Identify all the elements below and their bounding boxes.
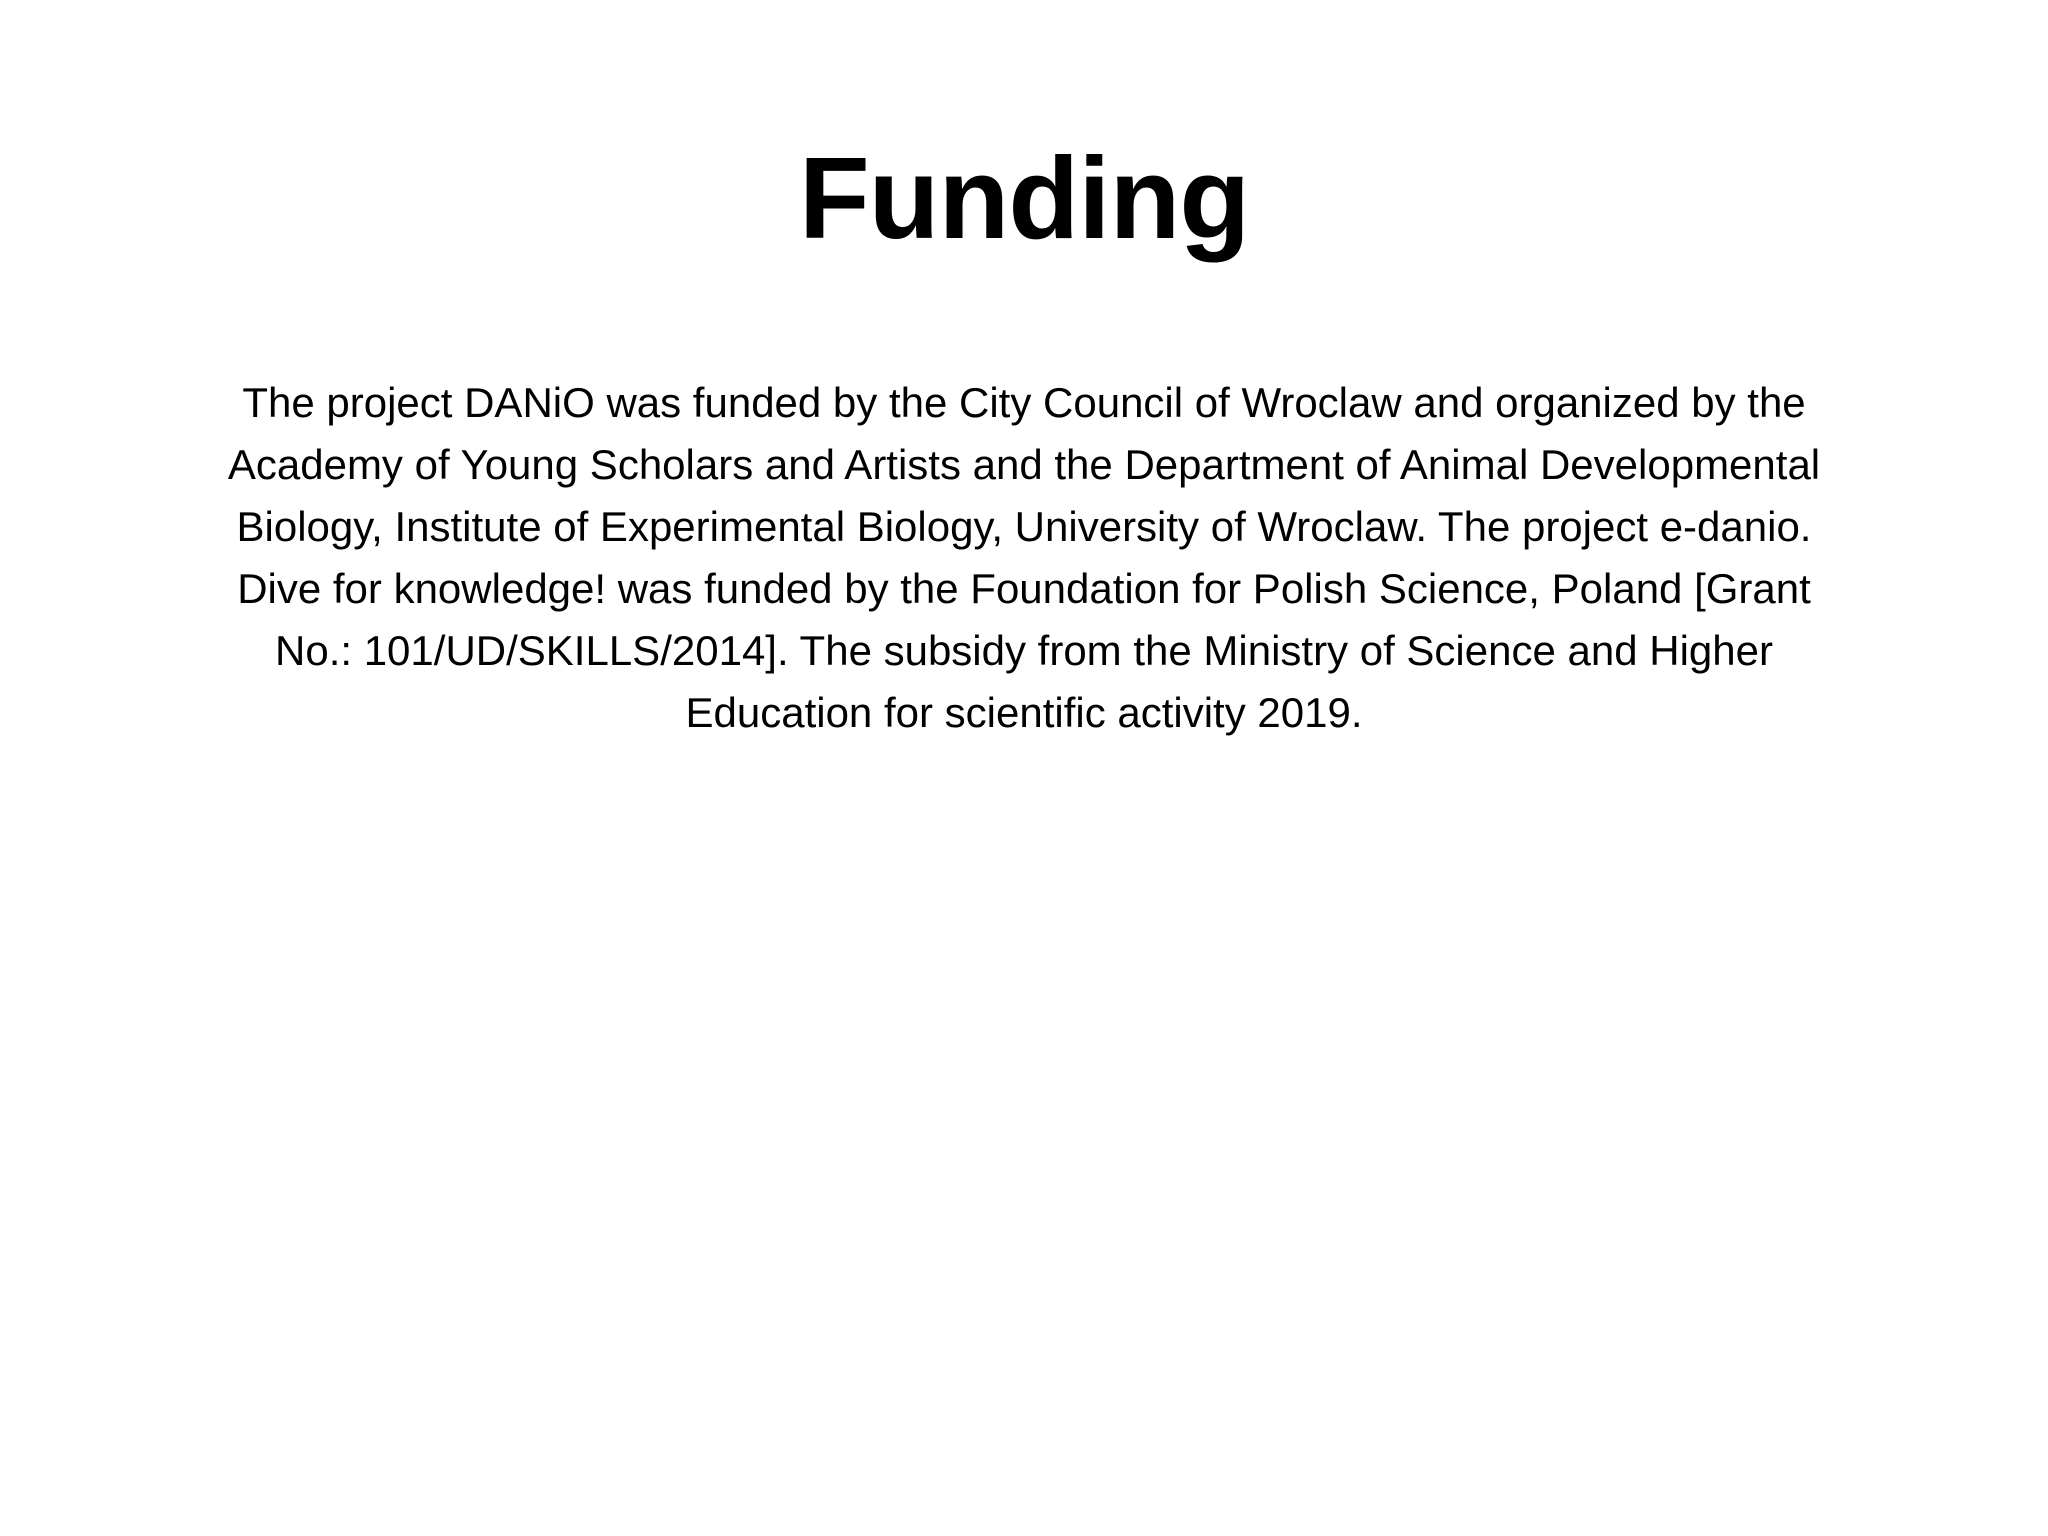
funding-paragraph — [120, 372, 1928, 744]
paragraph-line: No.: 101/UD/SKILLS/2014]. The subsidy from the Ministry of Science and Higher — [275, 627, 1773, 674]
slide-title: Funding — [798, 133, 1250, 263]
paragraph-line: Biology, Institute of Experimental Biology, University of Wroclaw. The project e-danio. — [236, 503, 1812, 550]
paragraph-line: Dive for knowledge! was funded by the Foundation for Polish Science, Poland [Grant — [237, 565, 1811, 612]
paragraph-line: Education for scientific activity 2019. — [685, 689, 1363, 736]
paragraph-line: The project DANiO was funded by the City Council of Wroclaw and organized by the — [242, 379, 1806, 426]
paragraph-line: Academy of Young Scholars and Artists and the Department of Animal Developmental — [227, 441, 1821, 488]
